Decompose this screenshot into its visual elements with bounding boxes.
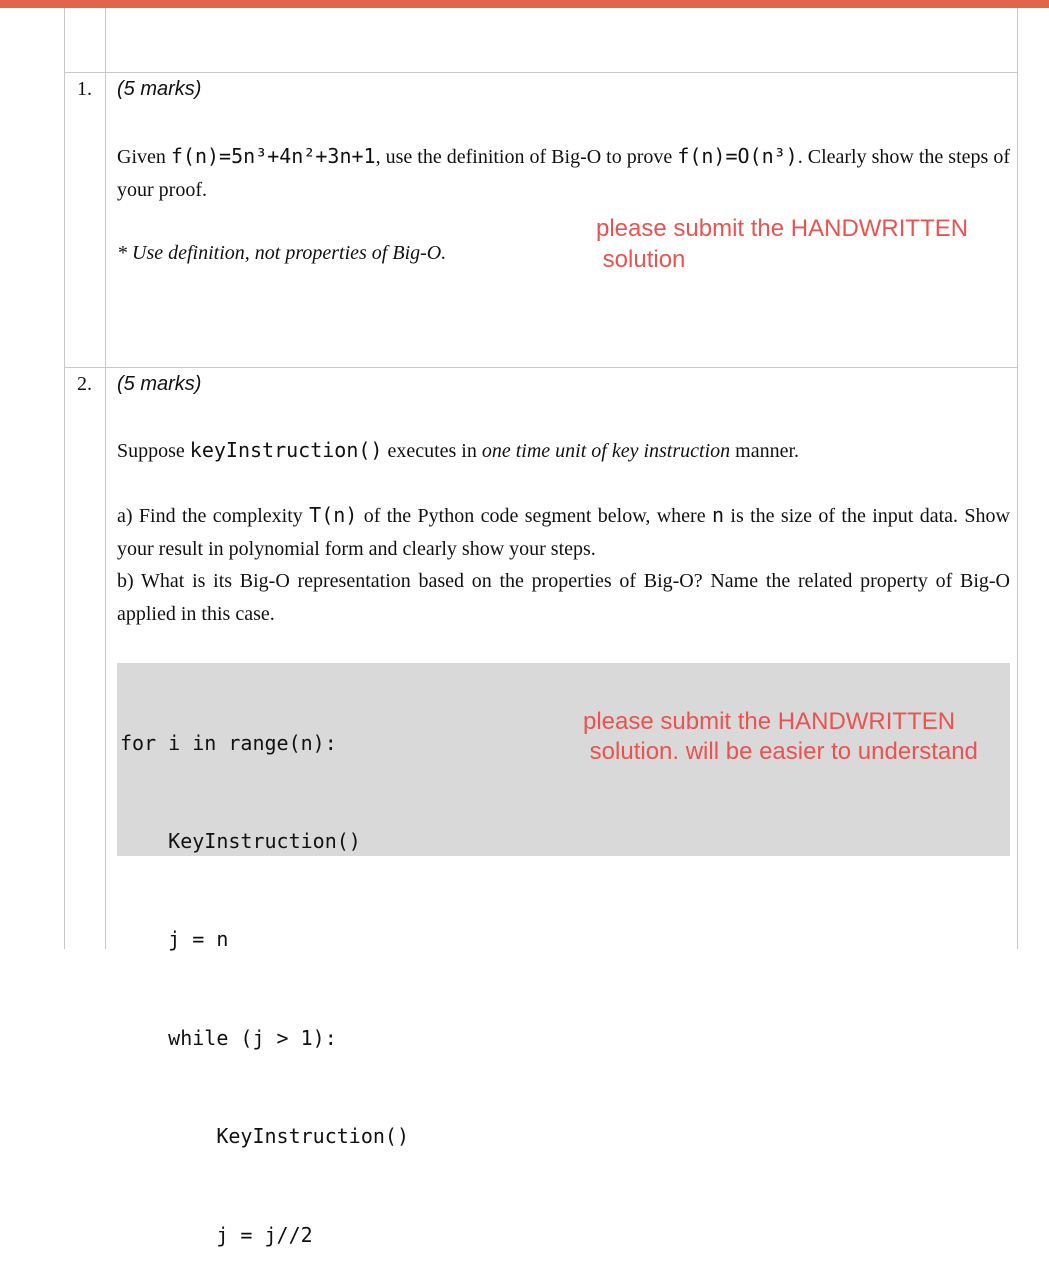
question-1-marks: (5 marks) (117, 78, 202, 100)
q2-a-suffix: is the size of the input data. Show your result in polynomial form and clearly show your steps. (117, 505, 1010, 560)
question-2-marks: (5 marks) (117, 373, 202, 395)
code-line: KeyInstruction() (120, 1124, 409, 1149)
q2-a-mid: of the Python code segment below, where (357, 505, 712, 527)
q2-intro-prefix: Suppose (117, 440, 190, 462)
q2-a-prefix: a) Find the complexity (117, 505, 310, 527)
code-line: j = j//2 (120, 1222, 313, 1247)
q2-intro-suffix: manner. (730, 440, 800, 462)
q1-given-text: Given (117, 146, 171, 168)
table-right-border (1017, 8, 1018, 949)
q2-a-tn: T(n) (309, 503, 358, 527)
q2-intro-mid: executes in (382, 440, 482, 462)
table-column-divider (105, 8, 106, 949)
question-2-number: 2. (77, 373, 92, 395)
q1-tail-text: . Clearly show the steps of your proof. (117, 146, 1010, 201)
q1-big-o-claim: f(n)=O(n³) (677, 144, 798, 168)
table-left-border (64, 8, 65, 949)
row-divider-2 (64, 367, 1018, 368)
q2-key-instruction: keyInstruction() (189, 438, 383, 462)
question-2-annotation: please submit the HANDWRITTEN solution. will be easier to understand (583, 708, 978, 765)
question-2-intro (117, 434, 1010, 468)
question-2-part-b: b) What is its Big-O representation based on the properties of Big-O? Name the related property of Big-O applied in this case. (117, 570, 1010, 625)
code-line: while (j > 1): (120, 1025, 337, 1050)
code-line: KeyInstruction() (120, 828, 361, 853)
q1-function: f(n)=5n³+4n²+3n+1 (170, 144, 376, 168)
code-line: for i in range(n): (120, 730, 337, 755)
q2-intro-italic: one time unit of key instruction (481, 440, 731, 462)
question-1-annotation: please submit the HANDWRITTEN solution (596, 215, 969, 273)
question-1-prompt (117, 140, 1010, 206)
code-block (120, 661, 409, 1284)
code-line: j = n (120, 927, 229, 952)
question-1-number: 1. (77, 78, 92, 100)
q1-mid-text: , use the definition of Big-O to prove (375, 146, 678, 168)
question-2-part-a (117, 499, 1010, 565)
q1-hint-text: * Use definition, not properties of Big-O. (117, 242, 447, 264)
row-divider-1 (64, 72, 1018, 73)
q2-a-n: n (711, 503, 725, 527)
